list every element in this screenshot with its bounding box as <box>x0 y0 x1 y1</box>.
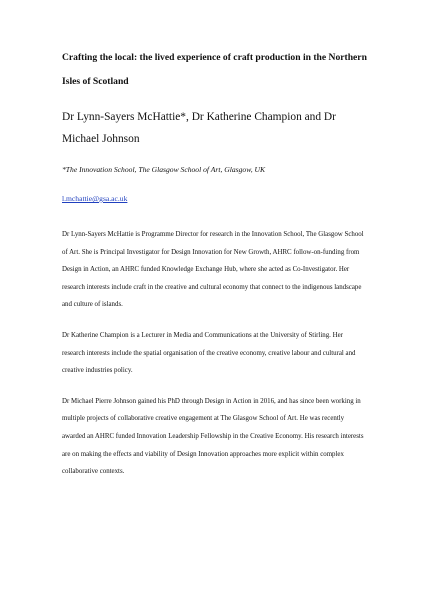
author-bio-champion: Dr Katherine Champion is a Lecturer in Media and Communications at the University of Stirling. Her research interests include the spatial organisation of the creative economy, creative labour and cultural and creative industries policy. <box>62 331 356 375</box>
author-bio-mchattie: Dr Lynn-Sayers McHattie is Programme Director for research in the Innovation School, The Glasgow School of Art. She is Principal Investigator for Design Innovation for New Growth, AHRC follow-on-funding from Design in Action, an AHRC funded Knowledge Exchange Hub, where she acted as Co-Investigator. Her research interests include craft in the creative and cultural economy that connect to the indigenous landscape and culture of islands. <box>62 231 364 309</box>
author-bio-johnson: Dr Michael Pierre Johnson gained his PhD through Design in Action in 2016, and has since been working in multiple projects of collaborative creative engagement at The Glasgow School of Art. He was recently awarded an AHRC funded Innovation Leadership Fellowship in the Creative Economy. His research interests are on making the effects and viability of Design Innovation approaches more explicit within complex collaborative contexts. <box>62 397 364 476</box>
author-affiliation: *The Innovation School, The Glasgow School of Art, Glasgow, UK <box>62 165 266 174</box>
author-list: Dr Lynn-Sayers McHattie*, Dr Katherine Champion and Dr Michael Johnson <box>62 111 336 145</box>
contact-email-link[interactable]: l.mchattie@gsa.ac.uk <box>62 194 128 203</box>
paper-title: Crafting the local: the lived experience of craft production in the Northern Isles of Scotland <box>62 52 367 87</box>
paper-page <box>62 46 367 481</box>
